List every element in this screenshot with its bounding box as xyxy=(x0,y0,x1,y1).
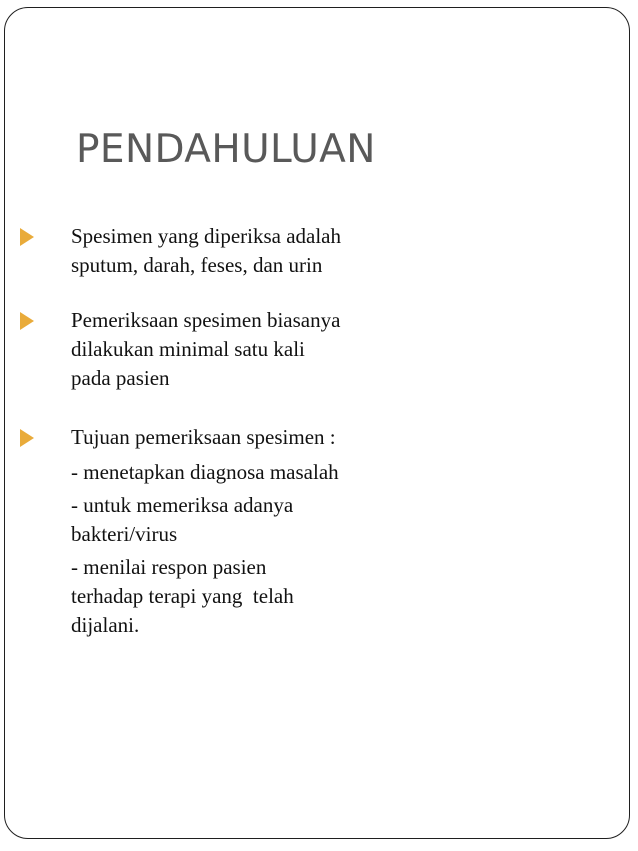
triangle-bullet-icon xyxy=(20,228,34,246)
triangle-bullet-icon xyxy=(20,429,34,447)
slide-title: PENDAHULUAN xyxy=(76,127,376,172)
sub-item-therapy-response xyxy=(8,553,408,640)
sub-item-line: - untuk memeriksa adanya xyxy=(71,493,294,517)
sub-item-line: terhadap terapi yang telah xyxy=(71,584,294,608)
sub-item-line: dijalani. xyxy=(71,613,140,637)
sub-item-bacteria-virus xyxy=(8,491,408,549)
bullet-line: pada pasien xyxy=(71,366,170,390)
bullet-line: sputum, darah, feses, dan urin xyxy=(71,253,323,277)
bullet-item-specimen-types xyxy=(8,222,408,280)
sub-item-line: - menilai respon pasien xyxy=(71,555,267,579)
bullet-line: dilakukan minimal satu kali xyxy=(71,337,305,361)
bullet-line: Pemeriksaan spesimen biasanya xyxy=(71,308,341,332)
slide-body xyxy=(8,222,408,640)
triangle-bullet-icon xyxy=(20,312,34,330)
sub-item-line: - menetapkan diagnosa masalah xyxy=(71,460,339,484)
bullet-item-exam-frequency xyxy=(8,306,408,393)
bullet-item-exam-purpose xyxy=(8,423,408,452)
bullet-line: Spesimen yang diperiksa adalah xyxy=(71,224,342,248)
bullet-line: Tujuan pemeriksaan spesimen : xyxy=(71,425,336,449)
sub-item-line: bakteri/virus xyxy=(71,522,178,546)
sub-item-diagnosis xyxy=(8,458,408,487)
